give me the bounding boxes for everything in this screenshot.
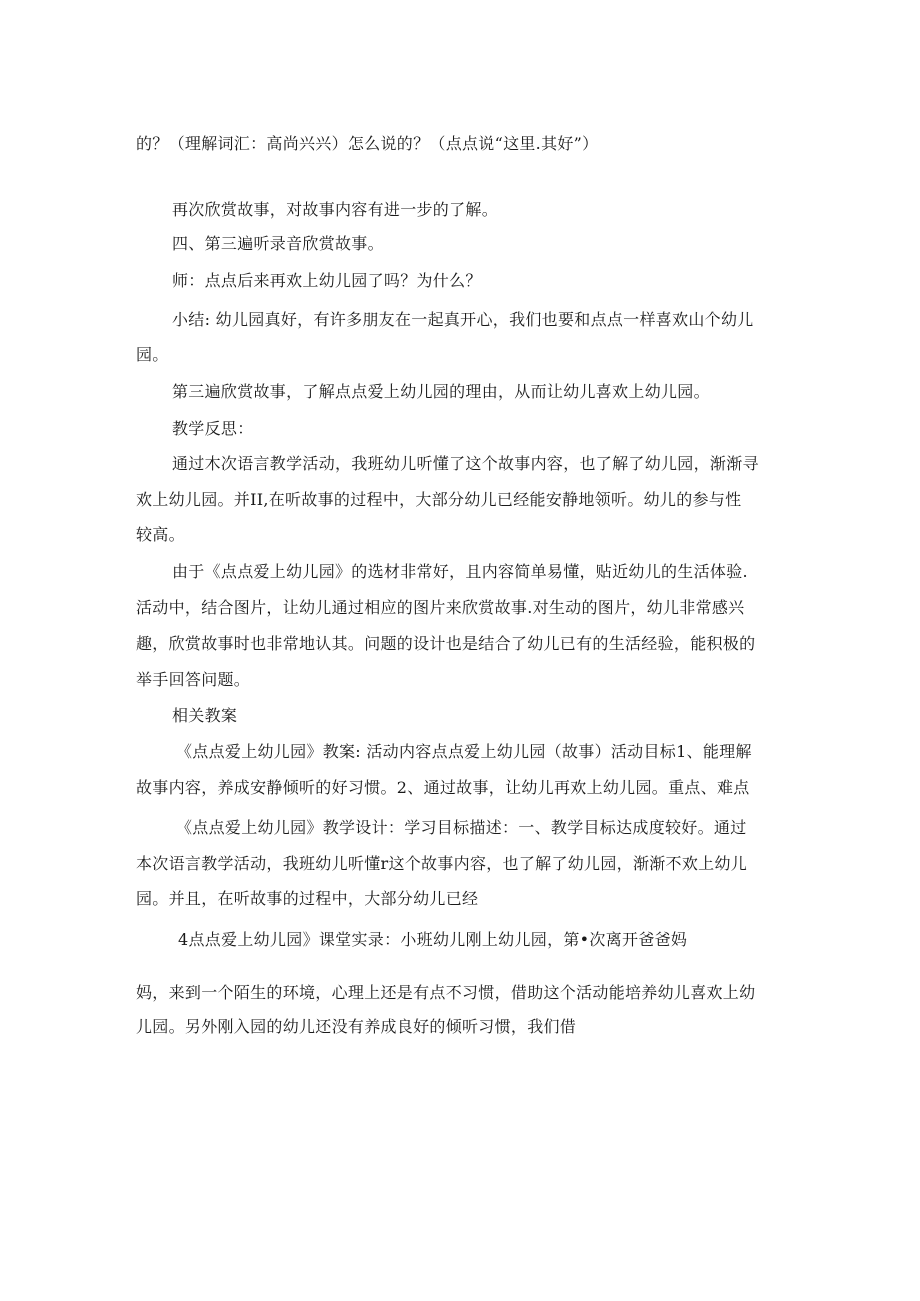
text-line: 通过木次语言教学活动，我班幼儿听懂了这个故事内容，也了解了幼儿园，渐渐寻 [172,454,759,473]
text-line: 教学反思： [172,419,254,438]
text-line: 师：点点后来再欢上幼儿园了吗？为什么？ [172,271,482,290]
text-line: 《点点爱上幼儿园》教案: 活动内容点点爱上幼儿园（故事）活动目标1、能理解 [176,742,752,761]
text-line: 由于《点点爱上幼儿园》的选材非常好，且内容简单易懂，贴近幼儿的生活体验. [172,562,748,581]
text-line: 趣，欣赏故事时也非常地认其。问题的设计也是结合了幼儿已有的生活经验，能积极的 [136,634,756,653]
text-line: 妈，来到一个陌生的环境，心理上还是有点不习惯，借助这个活动能培养幼儿喜欢上幼 [136,983,756,1002]
text-line: 《点点爱上幼儿园》教学设计：学习目标描述：一、教学目标达成度较好。通过 [176,818,747,837]
text-line: 园。 [136,345,169,364]
text-line: 故事内容，养成安静倾听的好习惯。2、通过故事，让幼儿再欢上幼儿园。重点、难点 [136,778,750,797]
text-line: 再次欣赏故事，对故事内容有进一步的了解。 [172,200,499,219]
text-line: 欢上幼儿园。并II,在听故事的过程中，大部分幼儿已经能安静地领听。幼儿的参与性 [136,490,742,509]
text-line: 举手回答问题。 [136,670,251,689]
section-heading: 相关教案 [172,706,238,725]
text-line: 小结: 幼儿园真好，有许多朋友在一起真开心，我们也要和点点一样喜欢山个幼儿 [172,310,754,329]
text-line: 4点点爱上幼儿园》课堂实录：小班幼儿刚上幼儿园，第•次离开爸爸妈 [178,930,688,949]
text-line: 本次语言教学活动，我班幼儿听懂r这个故事内容，也了解了幼儿园，渐渐不欢上幼儿 [136,854,748,873]
text-line: 第三遍欣赏故事，了解点点爱上幼儿园的理由，从而让幼儿喜欢上幼儿园。 [172,382,710,401]
text-line: 的？（理解词汇：高尚兴兴）怎么说的？（点点说“这里.其好”） [136,134,599,153]
text-line: 四、第三遍听录音欣赏故事。 [172,234,384,253]
text-line: 活动中，结合图片，让幼儿通过相应的图片来欣赏故事.对生动的图片，幼儿非常感兴 [136,598,745,617]
text-line: 园。并且，在听故事的过程中，大部分幼儿已经 [136,889,479,908]
text-line: 较高。 [136,525,185,544]
text-line: 儿园。另外刚入园的幼儿还没有养成良好的倾听习惯，我们借 [136,1017,577,1036]
